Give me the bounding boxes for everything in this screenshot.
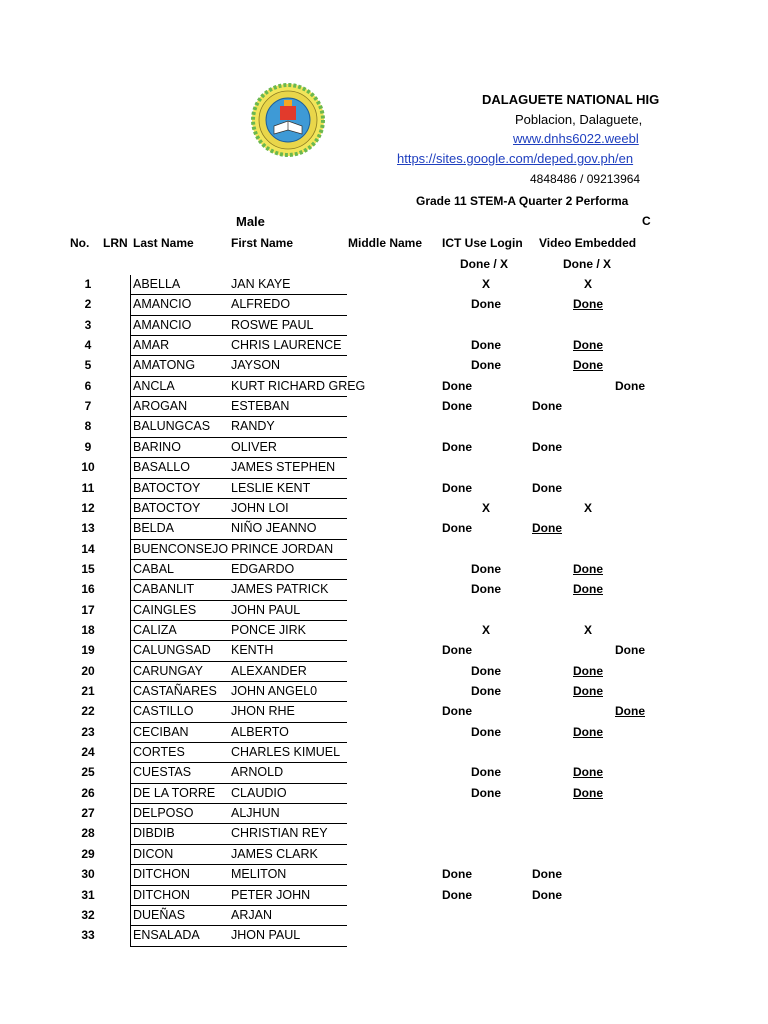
row-divider bbox=[130, 620, 347, 621]
row-number: 17 bbox=[81, 602, 95, 617]
row-divider bbox=[130, 864, 347, 865]
status-mark: Done bbox=[471, 785, 501, 800]
first-name-cell: ARNOLD bbox=[231, 765, 284, 780]
status-mark: Done bbox=[442, 399, 472, 414]
last-name-cell: CALUNGSAD bbox=[133, 643, 211, 658]
status-mark: Done bbox=[615, 643, 645, 658]
first-name-cell: ALJHUN bbox=[231, 806, 280, 821]
last-name-cell: DE LA TORRE bbox=[133, 785, 216, 800]
row-divider bbox=[130, 396, 347, 397]
first-name-cell: JAMES PATRICK bbox=[231, 582, 329, 597]
first-name-cell: CHRISTIAN REY bbox=[231, 826, 328, 841]
sheet-title: Grade 11 STEM-A Quarter 2 Performa bbox=[416, 194, 629, 208]
row-divider bbox=[130, 315, 347, 316]
row-divider bbox=[130, 946, 347, 947]
status-mark: Done bbox=[573, 358, 603, 373]
row-divider bbox=[130, 885, 347, 886]
status-mark: Done bbox=[442, 867, 472, 882]
last-name-cell: CASTAÑARES bbox=[133, 684, 217, 698]
status-mark: Done bbox=[471, 663, 501, 678]
status-mark: Done bbox=[573, 724, 603, 739]
row-divider bbox=[130, 803, 347, 804]
status-mark: Done bbox=[442, 480, 472, 495]
last-name-cell: AMAR bbox=[133, 338, 170, 353]
first-name-cell: KURT RICHARD GREG bbox=[231, 378, 366, 393]
status-mark: Done bbox=[573, 297, 603, 312]
row-number: 29 bbox=[81, 846, 95, 861]
first-name-cell: JOHN PAUL bbox=[231, 602, 301, 617]
last-name-cell: AMATONG bbox=[133, 358, 196, 373]
status-mark: Done bbox=[471, 765, 501, 780]
first-name-cell: ARJAN bbox=[231, 907, 272, 922]
row-divider bbox=[130, 559, 347, 560]
row-divider bbox=[130, 579, 347, 580]
status-mark: Done bbox=[532, 439, 562, 454]
status-mark: Done bbox=[573, 765, 603, 780]
last-name-cell: CABAL bbox=[133, 561, 174, 576]
status-mark: X bbox=[583, 277, 592, 291]
last-name-cell: DITCHON bbox=[133, 887, 190, 902]
last-name-cell: DELPOSO bbox=[133, 806, 194, 821]
col-header-no: No. bbox=[70, 236, 90, 250]
row-number: 30 bbox=[81, 867, 95, 882]
row-divider bbox=[130, 640, 347, 641]
last-name-cell: BASALLO bbox=[133, 460, 190, 475]
row-number: 31 bbox=[81, 887, 95, 902]
first-name-cell: NIÑO JEANNO bbox=[231, 521, 317, 536]
first-name-cell: ROSWE PAUL bbox=[231, 317, 314, 332]
status-mark: Done bbox=[471, 724, 501, 739]
row-divider bbox=[130, 600, 347, 601]
status-mark: Done bbox=[442, 378, 472, 393]
school-seal-logo bbox=[250, 82, 326, 158]
status-mark: X bbox=[583, 500, 592, 515]
col-header-ict-login: ICT Use Login bbox=[442, 236, 523, 250]
status-mark: Done bbox=[442, 439, 472, 454]
last-name-cell: ENSALADA bbox=[133, 928, 200, 943]
school-sites-link[interactable]: https://sites.google.com/deped.gov.ph/en bbox=[397, 151, 634, 166]
row-number: 28 bbox=[81, 826, 95, 841]
last-name-cell: ABELLA bbox=[133, 277, 181, 291]
last-name-cell: CUESTAS bbox=[133, 765, 192, 780]
truncated-header-char: C bbox=[642, 214, 651, 228]
row-number: 19 bbox=[81, 643, 95, 658]
row-divider bbox=[130, 376, 347, 377]
col-subheader-video: Done / X bbox=[563, 257, 612, 271]
school-name: DALAGUETE NATIONAL HIG bbox=[482, 92, 660, 107]
first-name-cell: CHRIS LAURENCE bbox=[231, 338, 342, 353]
last-name-cell: CASTILLO bbox=[133, 704, 194, 719]
row-number: 27 bbox=[81, 806, 95, 821]
col-header-lrn: LRN bbox=[103, 236, 128, 250]
last-name-cell: BATOCTOY bbox=[133, 480, 201, 495]
last-name-cell: CABANLIT bbox=[133, 582, 195, 597]
first-name-cell: ALBERTO bbox=[231, 724, 289, 739]
row-number: 33 bbox=[81, 928, 95, 943]
row-number: 2 bbox=[84, 297, 92, 312]
row-number: 1 bbox=[84, 277, 92, 291]
row-number: 7 bbox=[84, 399, 92, 414]
status-mark: Done bbox=[615, 378, 645, 393]
row-divider bbox=[130, 823, 347, 824]
first-name-cell: CHARLES KIMUEL bbox=[231, 745, 341, 760]
status-mark: Done bbox=[471, 297, 501, 312]
row-divider bbox=[130, 783, 347, 784]
row-divider bbox=[130, 661, 347, 662]
last-name-cell: DUEÑAS bbox=[133, 907, 186, 922]
last-name-cell: DIBDIB bbox=[133, 826, 175, 841]
row-number: 20 bbox=[81, 663, 95, 678]
row-number: 13 bbox=[81, 521, 95, 536]
row-divider bbox=[130, 335, 347, 336]
last-name-cell: ANCLA bbox=[133, 378, 175, 393]
status-mark: Done bbox=[532, 480, 562, 495]
first-name-cell: MELITON bbox=[231, 867, 287, 882]
status-mark: Done bbox=[442, 643, 472, 658]
status-mark: Done bbox=[532, 887, 562, 902]
col-header-middle-name: Middle Name bbox=[348, 236, 423, 250]
row-number: 16 bbox=[81, 582, 95, 597]
first-name-cell: ESTEBAN bbox=[231, 399, 290, 414]
last-name-cell: DICON bbox=[133, 846, 174, 861]
row-number: 5 bbox=[84, 358, 92, 373]
status-mark: X bbox=[583, 622, 592, 637]
first-name-cell: CLAUDIO bbox=[231, 785, 287, 800]
group-label: Male bbox=[236, 214, 265, 229]
row-divider bbox=[130, 844, 347, 845]
row-number: 24 bbox=[81, 745, 95, 760]
row-number: 12 bbox=[81, 500, 95, 515]
status-mark: Done bbox=[615, 704, 645, 719]
row-number: 18 bbox=[81, 622, 95, 637]
last-name-cell: BUENCONSEJO bbox=[133, 541, 229, 556]
last-name-cell: BARINO bbox=[133, 439, 181, 454]
status-mark: Done bbox=[442, 887, 472, 902]
status-mark: Done bbox=[471, 582, 501, 597]
row-divider bbox=[130, 701, 347, 702]
status-mark: Done bbox=[471, 358, 501, 373]
first-name-cell: PETER JOHN bbox=[231, 887, 311, 902]
row-number: 4 bbox=[84, 338, 92, 353]
row-divider bbox=[130, 355, 347, 356]
row-divider bbox=[130, 762, 347, 763]
status-mark: Done bbox=[573, 684, 603, 698]
status-mark: X bbox=[481, 622, 490, 637]
status-mark: Done bbox=[573, 338, 603, 353]
school-website-link[interactable]: www.dnhs6022.weebl bbox=[513, 131, 639, 146]
row-divider bbox=[130, 742, 347, 743]
row-number: 11 bbox=[81, 480, 95, 495]
row-divider bbox=[130, 457, 347, 458]
first-name-cell: RANDY bbox=[231, 419, 275, 434]
first-name-cell: JAYSON bbox=[231, 358, 281, 373]
first-name-cell: JHON PAUL bbox=[231, 928, 301, 943]
first-name-cell: JAMES CLARK bbox=[231, 846, 318, 861]
row-divider bbox=[130, 437, 347, 438]
row-number: 32 bbox=[81, 907, 95, 922]
status-mark: Done bbox=[471, 684, 501, 698]
last-name-cell: CORTES bbox=[133, 745, 185, 760]
col-header-last-name: Last Name bbox=[133, 236, 194, 250]
school-phone: 4848486 / 09213964 bbox=[530, 172, 641, 186]
row-number: 9 bbox=[84, 439, 92, 454]
first-name-cell: JOHN LOI bbox=[231, 500, 289, 515]
last-name-cell: CARUNGAY bbox=[133, 663, 203, 678]
last-name-cell: BELDA bbox=[133, 521, 174, 536]
row-number: 8 bbox=[84, 419, 92, 434]
status-mark: Done bbox=[532, 867, 562, 882]
last-name-cell: CALIZA bbox=[133, 622, 177, 637]
last-name-cell: AMANCIO bbox=[133, 317, 192, 332]
first-name-cell: ALEXANDER bbox=[231, 663, 307, 678]
first-name-cell: JAN KAYE bbox=[231, 277, 291, 291]
row-number: 10 bbox=[81, 460, 95, 475]
last-name-cell: BATOCTOY bbox=[133, 500, 201, 515]
first-name-cell: ALFREDO bbox=[231, 297, 291, 312]
last-name-cell: CECIBAN bbox=[133, 724, 189, 739]
status-mark: X bbox=[481, 277, 490, 291]
first-name-cell: PONCE JIRK bbox=[231, 622, 307, 637]
row-number: 23 bbox=[81, 724, 95, 739]
status-mark: Done bbox=[532, 521, 562, 536]
col-header-first-name: First Name bbox=[231, 236, 294, 250]
row-number: 6 bbox=[84, 378, 92, 393]
row-divider bbox=[130, 905, 347, 906]
status-mark: Done bbox=[442, 521, 472, 536]
last-name-cell: CAINGLES bbox=[133, 602, 197, 617]
status-mark: Done bbox=[573, 663, 603, 678]
row-number: 22 bbox=[81, 704, 95, 719]
row-divider bbox=[130, 518, 347, 519]
col-header-video-embedded: Video Embedded bbox=[539, 236, 637, 250]
status-mark: Done bbox=[471, 338, 501, 353]
school-address: Poblacion, Dalaguete, bbox=[515, 112, 643, 127]
row-divider bbox=[130, 294, 347, 295]
first-name-cell: PRINCE JORDAN bbox=[231, 541, 334, 556]
status-mark: Done bbox=[573, 785, 603, 800]
first-name-cell: JAMES STEPHEN bbox=[231, 460, 336, 475]
row-divider bbox=[130, 681, 347, 682]
col-subheader-ict: Done / X bbox=[460, 257, 509, 271]
last-name-cell: BALUNGCAS bbox=[133, 419, 211, 434]
last-name-cell: DITCHON bbox=[133, 867, 190, 882]
first-name-cell: JHON RHE bbox=[231, 704, 295, 719]
first-name-cell: KENTH bbox=[231, 643, 274, 658]
row-divider bbox=[130, 722, 347, 723]
status-mark: Done bbox=[532, 399, 562, 414]
first-name-cell: OLIVER bbox=[231, 439, 277, 454]
row-number: 3 bbox=[84, 317, 92, 332]
last-name-cell: AROGAN bbox=[133, 399, 188, 414]
row-number: 26 bbox=[81, 785, 95, 800]
row-number: 21 bbox=[81, 684, 95, 698]
status-mark: Done bbox=[471, 561, 501, 576]
status-mark: Done bbox=[442, 704, 472, 719]
status-mark: X bbox=[481, 500, 490, 515]
row-divider bbox=[130, 539, 347, 540]
status-mark: Done bbox=[573, 561, 603, 576]
row-number: 14 bbox=[81, 541, 95, 556]
row-divider bbox=[130, 498, 347, 499]
row-divider bbox=[130, 925, 347, 926]
row-divider bbox=[130, 416, 347, 417]
row-divider bbox=[130, 478, 347, 479]
row-number: 15 bbox=[81, 561, 95, 576]
first-name-cell: LESLIE KENT bbox=[231, 480, 311, 495]
status-mark: Done bbox=[573, 582, 603, 597]
first-name-cell: JOHN ANGEL0 bbox=[231, 684, 318, 698]
row-number: 25 bbox=[81, 765, 95, 780]
last-name-cell: AMANCIO bbox=[133, 297, 192, 312]
first-name-cell: EDGARDO bbox=[231, 561, 295, 576]
